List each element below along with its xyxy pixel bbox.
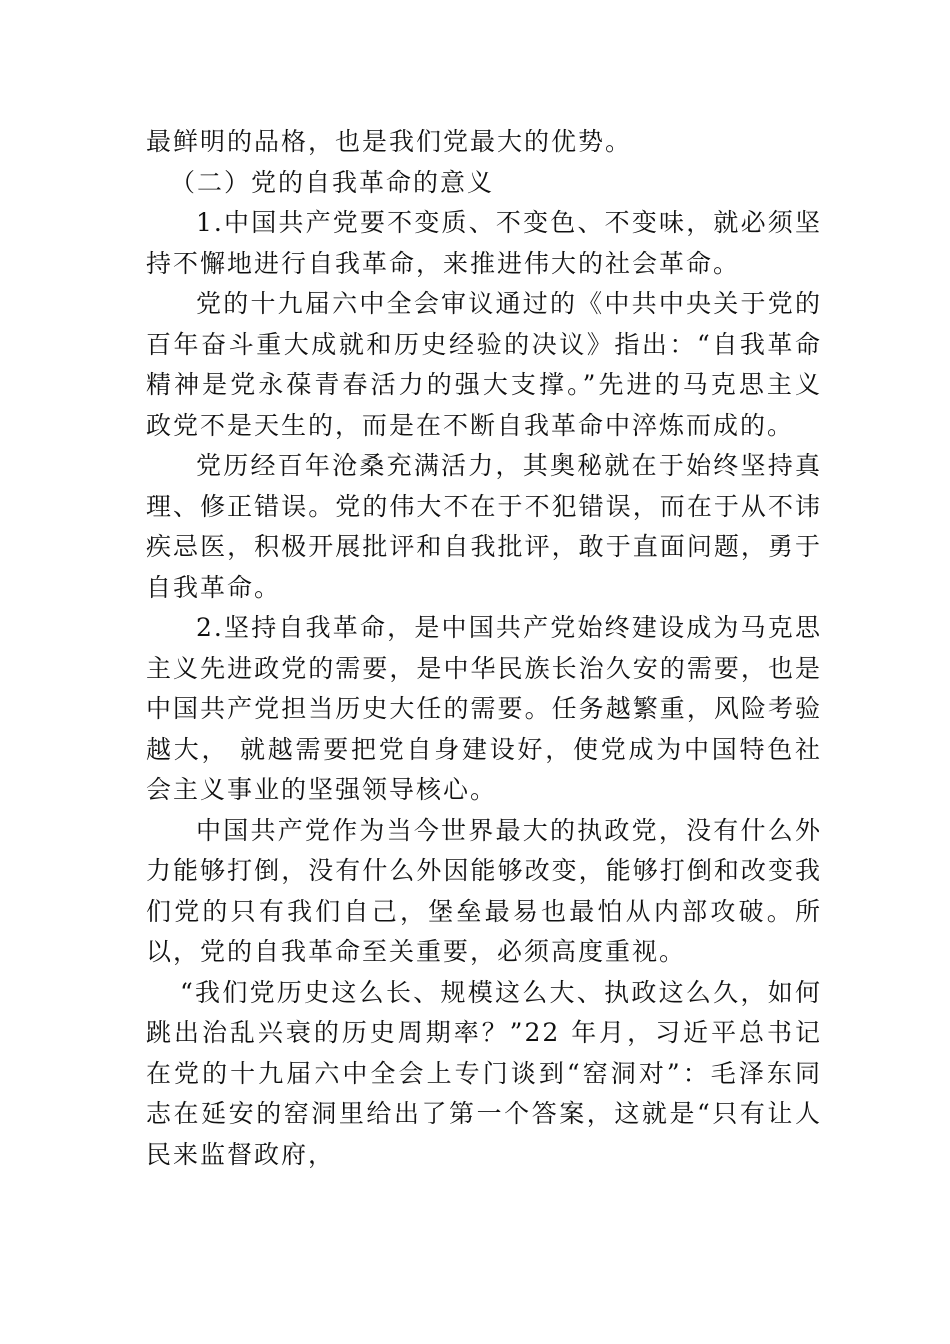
paragraph-ruling-party: 中国共产党作为当今世界最大的执政党，没有什么外力能够打倒，没有什么外因能够改变，能够打倒和改变我们党的只有我们自己，堡垒最易也最怕从内部攻破。所以，党的自我革命至关重要，必须高度重视。 [146, 815, 822, 966]
paragraph-point-1: 1.中国共产党要不变质、不变色、不变味，就必须坚持不懈地进行自我革命，来推进伟大的社会革命。 [146, 208, 822, 278]
document-body [146, 122, 822, 1175]
paragraph-resolution-quote: 党的十九届六中全会审议通过的《中共中央关于党的百年奋斗重大成就和历史经验的决议》指出：“自我革命精神是党永葆青春活力的强大支撑。”先进的马克思主义政党不是天生的，而是在不断自我革命中淬炼而成的。 [146, 289, 822, 440]
section-heading: （二）党的自我革命的意义 [170, 167, 495, 197]
paragraph-continuation: 最鲜明的品格，也是我们党最大的优势。 [146, 127, 633, 156]
paragraph-century-vitality: 党历经百年沧桑充满活力，其奥秘就在于始终坚持真理、修正错误。党的伟大不在于不犯错误，而在于从不讳疾忌医，积极开展批评和自我批评，敢于直面问题，勇于自我革命。 [146, 451, 822, 602]
paragraph-cave-dialogue: “我们党历史这么长、规模这么大、执政这么久，如何跳出治乱兴衰的历史周期率？”22 年月，习近平总书记在党的十九届六中全会上专门谈到“窑洞对”：毛泽东同志在延安的窑洞里给出了第一个答案，这就是“只有让人民来监督政府， [146, 977, 822, 1169]
paragraph-point-2: 2.坚持自我革命，是中国共产党始终建设成为马克思主义先进政党的需要，是中华民族长治久安的需要，也是中国共产党担当历史大任的需要。任务越繁重，风险考验越大， 就越需要把党自身建设好，使党成为中国特色社会主义事业的坚强领导核心。 [146, 613, 822, 804]
